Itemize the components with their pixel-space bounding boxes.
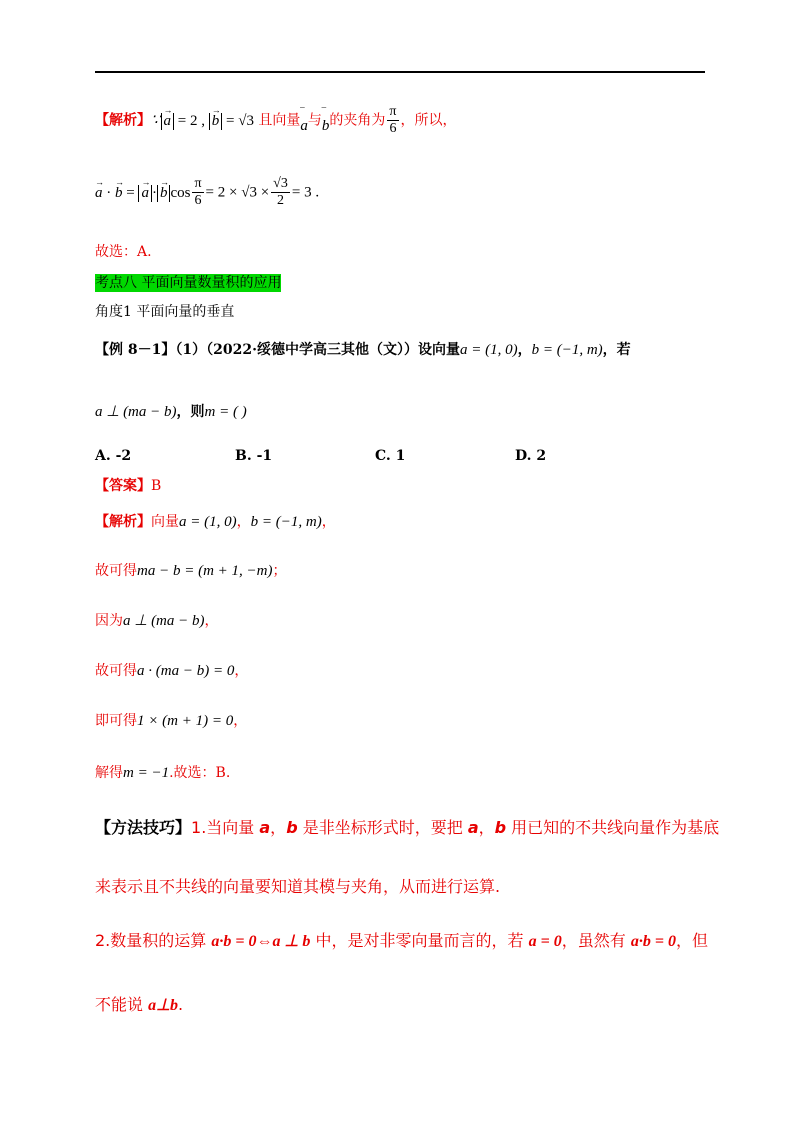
method-tip-line-1: 【方法技巧】1.当向量 a，b 是非坐标形式时，要把 a，b 用已知的不共线向量作为基底 [95,818,720,837]
solution-step-6: 解得m = −1.故选：B. [95,765,231,781]
solution-step-1: 【解析】向量a = (1, 0)，b = (−1, m)， [95,514,336,530]
perp-condition: a ⊥ (ma − b) [95,404,177,420]
solution-step-5: 即可得1 × (m + 1) = 0， [95,713,248,729]
option-d: D. 2 [515,448,547,464]
formula-end: = 3 . [291,184,320,201]
header-rule [95,71,705,73]
because-symbol: ∵ [151,112,161,129]
solution-step-2: 故可得ma − b = (m + 1, −m)； [95,563,287,579]
m-blank: m = ( ) [204,404,247,420]
eq-mod-a: = 2 , [177,112,206,129]
condition-line: a ⊥ (ma − b)，则m = ( ) [95,404,247,420]
answer-line: 【答案】B [95,478,162,494]
option-b: B. -1 [235,448,273,464]
vec-b: → b [212,113,220,130]
vec-b-bar: ‾ b [322,116,330,136]
method-tip-line-2: 来表示且不共线的向量要知道其模与夹角，从而进行运算. [95,877,501,896]
analysis-line-1 [95,104,457,137]
method-tip-line-4: 不能说 a⊥b. [95,995,184,1014]
answer-value: B [151,478,162,494]
analysis-tag: 【解析】 [95,112,151,129]
cos-text: cos [170,184,191,201]
eq-mod-b: = √3 [226,112,254,129]
example-source: （2022·绥德中学高三其他（文））设向量 [206,342,460,358]
example-number: （1） [175,342,207,358]
text-jiajiao: 的夹角为 [329,112,386,129]
solution-step-4: 故可得a · (ma − b) = 0， [95,663,249,679]
text-yu: 与 [307,112,322,129]
vec-a: → a [164,113,172,130]
subsection-heading: 角度1 平面向量的垂直 [95,304,235,320]
dot-product-formula: → a · → b = → a ·→ b cos $\frac{\pi}{6}$ = 2 × √3 × $\frac{√3}{2}$ = 3 . [95,176,319,209]
example-line: 【例 8－1】（1）（2022·绥德中学高三其他（文））设向量a = (1, 0)，b = (−1, m)，若 [95,342,631,358]
frac-pi: π [389,104,397,119]
method-tip-line-3: 2.数量积的运算 a·b = 0⇔a ⊥ b 中，是对非零向量而言的，若 a = 0，虽然有 a·b = 0，但 [95,931,708,950]
option-a: A. -2 [95,448,132,464]
formula-mid: = 2 × √3 × [205,184,270,201]
vector-a-def: a = (1, 0) [459,342,518,358]
vector-b-def: b = (−1, m) [531,342,603,358]
section-heading: 考点八 平面向量数量积的应用 [95,275,282,291]
example-tag: 【例 8－1】 [95,342,176,358]
text-suoyi: ，所以， [400,112,457,129]
solution-step-3: 因为a ⊥ (ma − b)， [95,613,219,629]
option-c: C. 1 [375,448,406,464]
answer-choose-a: 故选：A. [95,244,152,260]
frac-six: 6 [389,121,397,136]
text-qiexiangliang: 且向量 [258,112,301,129]
method-tag: 【方法技巧】 [95,818,192,837]
vec-a-bar: ‾ a [300,116,308,136]
